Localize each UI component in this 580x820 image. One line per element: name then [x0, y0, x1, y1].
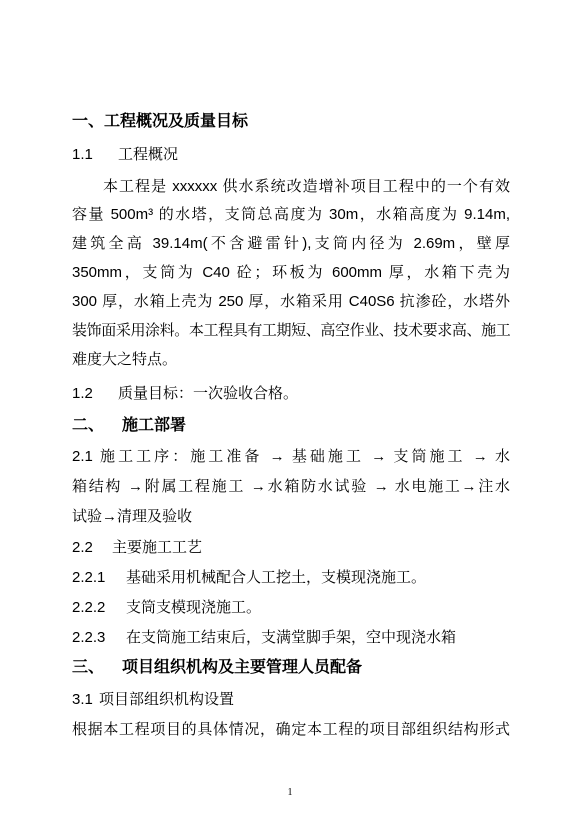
- page-number: 1: [287, 787, 293, 798]
- paragraph-line: 350mm，支筒为 C40 砼；环板为 600mm 厚，水箱下壳为: [72, 264, 510, 281]
- paragraph-line: 本工程是 xxxxxx 供水系统改造增补项目工程中的一个有效: [103, 178, 510, 195]
- paragraph-line: 300 厚，水箱上壳为 250 厚，水箱采用 C40S6 抗渗砼，水塔外: [72, 293, 510, 310]
- procedure-line: 试验→清理及验收: [72, 508, 193, 525]
- paragraph-line: 根据本工程项目的具体情况，确定本工程的项目部组织结构形式: [72, 721, 510, 738]
- subsection-title: 工程概况: [118, 146, 179, 163]
- subsection-title: 质量目标：一次验收合格。: [118, 385, 299, 402]
- procedure-line: 2.1 施工工序：施工准备 → 基础施工 → 支筒施工 → 水: [72, 448, 510, 465]
- subsection-2-2: [72, 536, 510, 560]
- section-2-heading: [72, 414, 510, 438]
- paragraph-line: 装饰面采用涂料。本工程具有工期短、高空作业、技术要求高、施工: [72, 322, 510, 339]
- section-title: 项目组织机构及主要管理人员配备: [122, 659, 363, 676]
- section-number: 二、: [72, 417, 105, 434]
- subsection-number: 2.2: [72, 539, 93, 556]
- section-title: 施工部署: [122, 417, 187, 434]
- paragraph-line: 建筑全高 39.14m(不含避雷针),支筒内径为 2.69m，壁厚: [72, 235, 510, 252]
- section-3-heading: [72, 656, 510, 680]
- procedure-line: 箱结构 →附属工程施工 →水箱防水试验 → 水电施工→注水: [72, 478, 510, 495]
- item-number: 2.2.1: [72, 569, 106, 586]
- subsection-1-2: [72, 382, 510, 406]
- subsection-number: 3.1: [72, 691, 93, 708]
- subsection-title: 主要施工工艺: [112, 539, 203, 556]
- subsection-number: 1.2: [72, 385, 93, 402]
- subsection-3-1: [72, 688, 510, 712]
- section-1-heading: 一、工程概况及质量目标: [72, 113, 249, 130]
- item-text: 支筒支模现浇施工。: [126, 599, 262, 616]
- process-item: [72, 626, 510, 650]
- item-text: 基础采用机械配合人工挖土，支模现浇施工。: [126, 569, 427, 586]
- subsection-1-1: [72, 143, 510, 167]
- subsection-title: 项目部组织机构设置: [99, 691, 235, 708]
- subsection-number: 1.1: [72, 146, 93, 163]
- section-number: 三、: [72, 659, 105, 676]
- process-item: [72, 566, 510, 590]
- item-text: 在支筒施工结束后，支满堂脚手架，空中现浇水箱: [126, 629, 457, 646]
- item-number: 2.2.3: [72, 629, 106, 646]
- item-number: 2.2.2: [72, 599, 106, 616]
- paragraph-line: 难度大之特点。: [72, 351, 178, 368]
- process-item: [72, 596, 510, 620]
- paragraph-line: 容量 500m³ 的水塔，支筒总高度为 30m，水箱高度为 9.14m,: [72, 206, 510, 223]
